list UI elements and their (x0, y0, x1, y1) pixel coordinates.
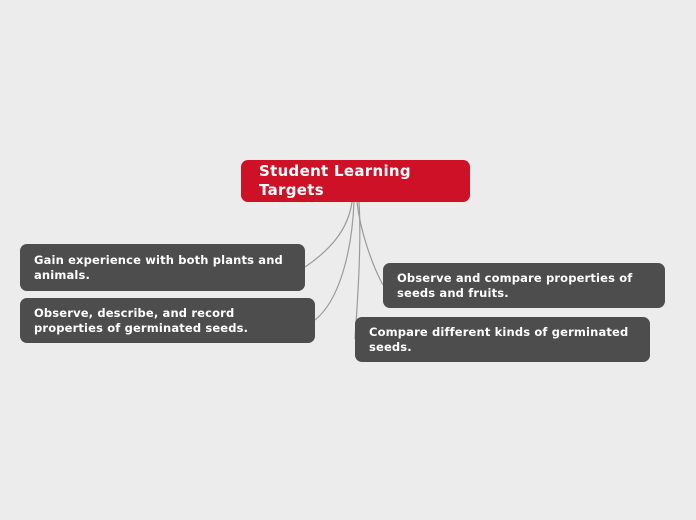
branch-node-label: Observe, describe, and record properties of germinated seeds. (34, 305, 249, 335)
branch-node-label: Observe and compare properties of seeds and fruits. (397, 270, 633, 300)
branch-node-label: Compare different kinds of germinated seeds. (369, 324, 629, 354)
branch-node-label: Gain experience with both plants and animals. (34, 252, 283, 282)
connector-to-branch-1 (305, 202, 352, 267)
mind-map-branch-node-2[interactable] (20, 298, 315, 343)
mind-map-branch-node-3[interactable] (383, 263, 665, 308)
connector-to-branch-3 (357, 202, 383, 285)
mind-map-branch-node-1[interactable] (20, 244, 305, 291)
mind-map-branch-node-4[interactable] (355, 317, 650, 362)
connector-to-branch-2 (315, 202, 354, 320)
root-node-label: Student Learning Targets (259, 161, 411, 199)
mind-map-root-node[interactable] (241, 160, 470, 202)
